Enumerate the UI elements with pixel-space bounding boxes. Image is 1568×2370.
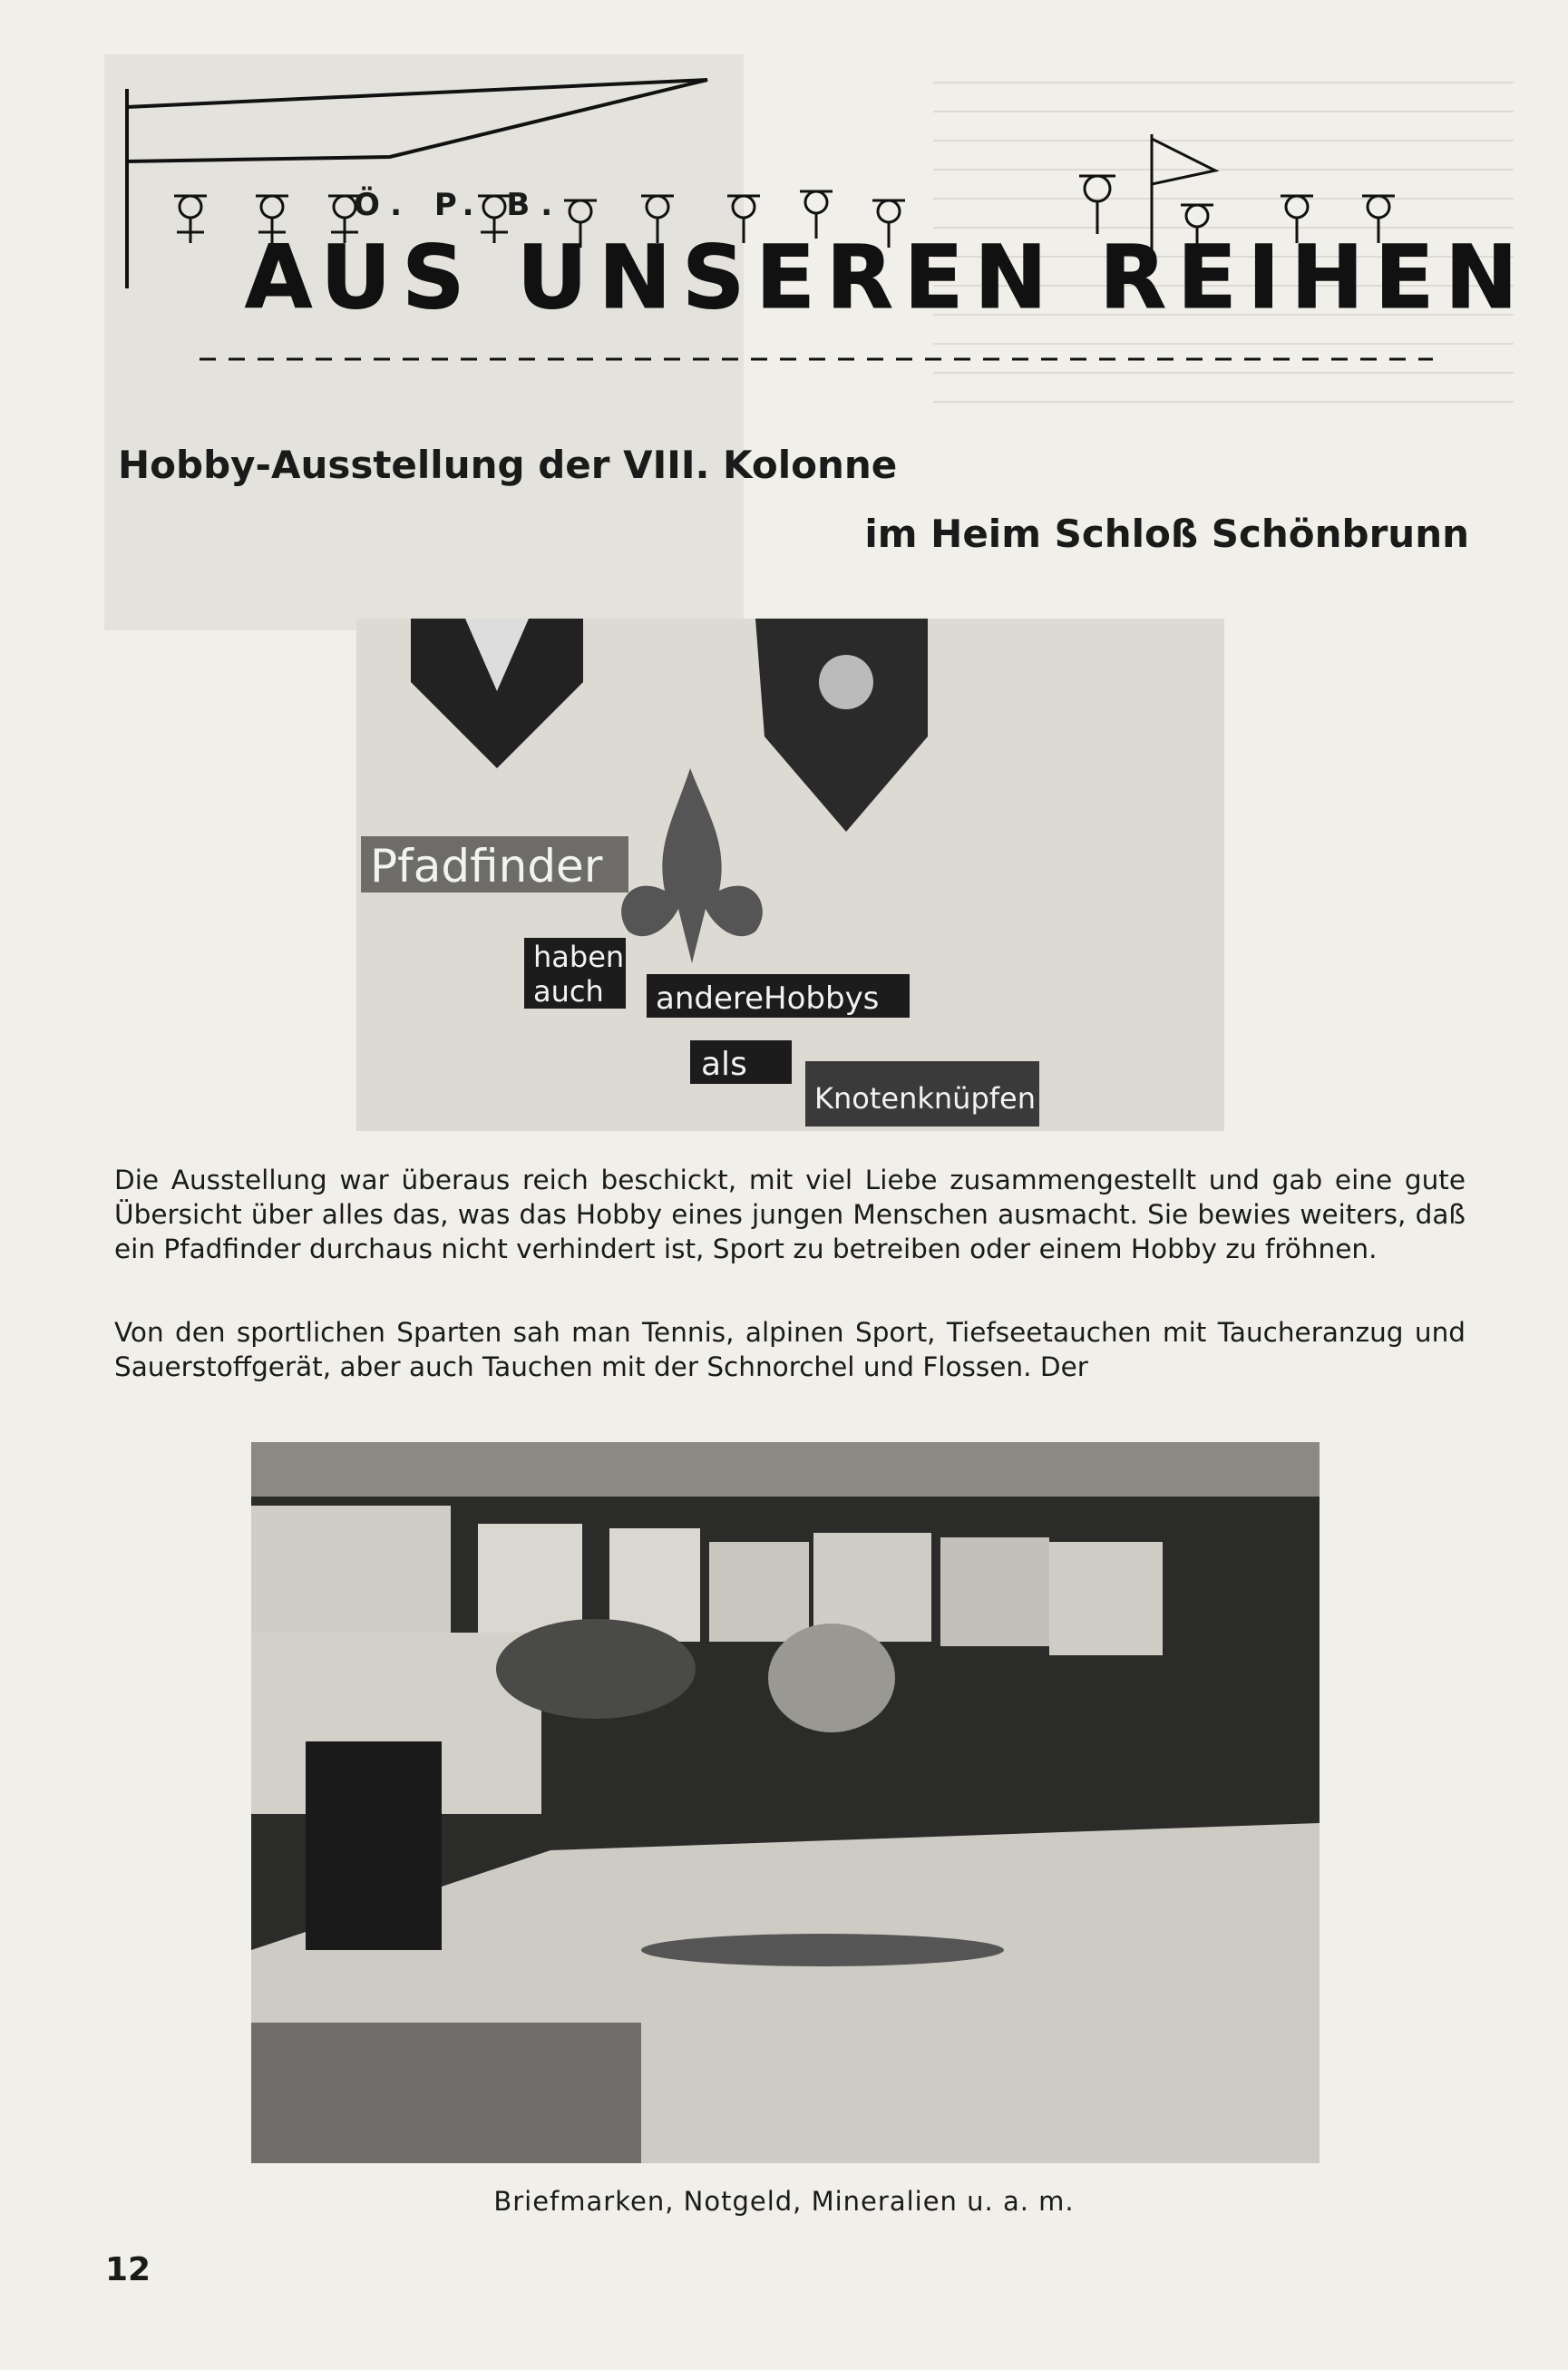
sign-text-4: andereHobbys: [656, 980, 880, 1017]
sign-text-3: auch: [533, 974, 604, 1009]
photo-caption: Briefmarken, Notgeld, Mineralien u. a. m.: [493, 2186, 1075, 2217]
exhibition-table-photo: [251, 1442, 1320, 2163]
exhibition-banner-photo: [356, 619, 1224, 1131]
body-paragraph-2: Von den sportlichen Sparten sah man Tennis, alpinen Sport, Tiefseetauchen mit Taucheranzug und Sauerstoffgerät, aber auch Tauchen mit der Schnorchel und Flossen. Der: [114, 1317, 1466, 1382]
body-paragraph-1: Die Ausstellung war überaus reich beschickt, mit viel Liebe zusammengestellt und gab eine gute Übersicht über alles das, was das Hobby eines jungen Menschen ausmacht. Sie bewies weiters, daß ein Pfadfinder durchaus nicht verhindert ist, Sport zu betreiben oder einem Hobby zu fröhnen.: [114, 1165, 1466, 1264]
sign-text-2: haben: [533, 940, 625, 974]
page-number: 12: [105, 2251, 151, 2288]
photo2-graphic: [251, 1442, 1320, 2163]
article-headline-line1: Hobby-Ausstellung der VIII. Kolonne: [118, 443, 898, 487]
section-title: AUS UNSEREN REIHEN: [245, 227, 1529, 328]
sign-text-5: als: [701, 1046, 747, 1083]
article-headline-line2: im Heim Schloß Schönbrunn: [864, 512, 1469, 556]
photo1-graphic: [356, 619, 1224, 1131]
flag-text: Ö. P. B.: [354, 187, 564, 223]
sign-text-1: Pfadfinder: [370, 840, 603, 892]
sign-text-6: Knotenknüpfen: [814, 1081, 1036, 1116]
